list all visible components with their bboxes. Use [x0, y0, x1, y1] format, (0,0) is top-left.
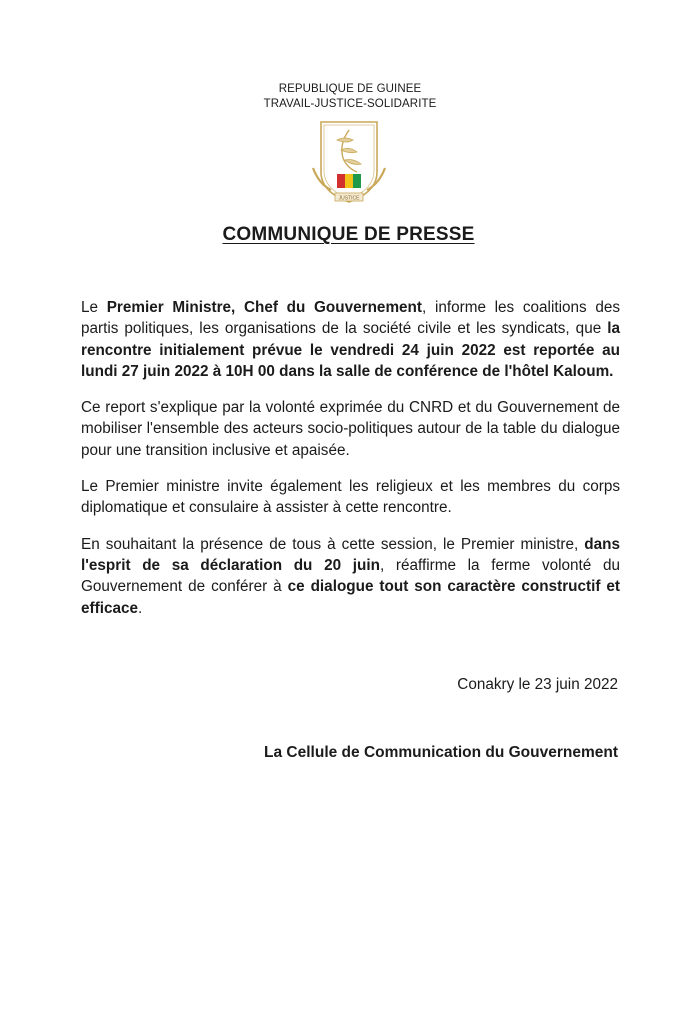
paragraph-3: Le Premier ministre invite également les religieux et les membres du corps diplomatique et consulaire à assister à cette rencontre.: [81, 478, 620, 517]
seal-ribbon-text: JUSTICE: [338, 195, 360, 202]
p1-text-2: , informe les coalitions des partis politiques, les organisations de la société civile et les syndicats, que: [81, 299, 621, 338]
communique-body: [81, 297, 620, 634]
p4-text-3: .: [137, 599, 143, 617]
letterhead: [0, 82, 697, 112]
p1-text-1: Le: [81, 299, 107, 316]
paragraph-2: Ce report s'explique par la volonté exprimée du CNRD et du Gouvernement de mobiliser l'ensemble des acteurs socio-politiques autour de la table du dialogue pour une transition inclusive et apaisée.: [81, 399, 620, 459]
p4-text-2: , réaffirme la ferme volonté du Gouvernement de conférer à: [81, 556, 620, 596]
country-name: REPUBLIQUE DE GUINEE: [278, 83, 422, 95]
page-title: COMMUNIQUE DE PRESSE: [222, 224, 475, 245]
p4-bold-2: ce dialogue tout son caractère constructif et efficace: [81, 578, 620, 617]
paragraph-4: [81, 534, 620, 619]
national-motto: TRAVAIL-JUSTICE-SOLIDARITE: [263, 98, 437, 110]
signature: La Cellule de Communication du Gouvernement: [264, 744, 618, 761]
p1-bold-2: la rencontre initialement prévue le vendredi 24 juin 2022 est reportée au lundi 27 juin 2022 à 10H 00 dans la salle de conférence de l'hôtel Kaloum.: [81, 320, 620, 380]
p1-bold-1: Premier Ministre, Chef du Gouvernement: [106, 299, 422, 316]
paragraph-1: [81, 297, 620, 382]
guinea-coat-of-arms-icon: [291, 114, 407, 206]
date-line: Conakry le 23 juin 2022: [457, 676, 618, 693]
p4-bold-1: dans l'esprit de sa déclaration du 20 juin: [81, 535, 620, 574]
p4-text-1: En souhaitant la présence de tous à cette session, le Premier ministre,: [81, 535, 585, 553]
